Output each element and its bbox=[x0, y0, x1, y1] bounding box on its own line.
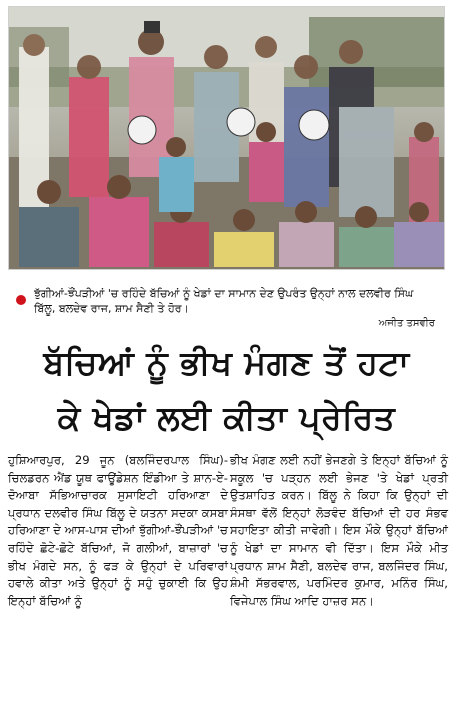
headline-line-1: ਬੱਚਿਆਂ ਨੂੰ ਭੀਖ ਮੰਗਣ ਤੋਂ ਹਟਾ bbox=[43, 343, 410, 382]
caption-bullet bbox=[16, 295, 26, 305]
article-column-left bbox=[8, 452, 228, 610]
group-photo-icon bbox=[9, 7, 445, 270]
photo-credit: ਅਜੀਤ ਤਸਵੀਰ bbox=[378, 318, 435, 329]
article-column-right bbox=[230, 452, 448, 610]
article-right-text: ਭੀਖ ਮੰਗਣ ਲਈ ਨਹੀਂ ਭੇਜਣਗੇ ਤੇ ਇਨ੍ਹਾਂ ਬੱਚਿਆਂ ਨੂੰ ਸਕੂਲ 'ਚ ਪੜ੍ਹਨ ਲਈ ਭੇਜਣ 'ਤੇ ਖੇਡਾਂ ਪ੍ਰਤੀ ਉਤਸ਼ਾਹਿਤ ਕਰਨ। ਬਿੱਲੂ ਨੇ ਕਿਹਾ ਕਿ ਉਨ੍ਹਾਂ ਦੀ ਸੰਸਥਾ ਵੱਲੋਂ ਇਨ੍ਹਾਂ ਲੋੜਵੰਦ ਬੱਚਿਆਂ ਦੀ ਹਰ ਸੰਭਵ ਸਹਾਇਤਾ ਕੀਤੀ ਜਾਵੇਗੀ। ਇਸ ਮੌਕੇ ਉਨ੍ਹਾਂ ਬੱਚਿਆਂ ਨੂੰ ਖੇਡਾਂ ਦਾ ਸਾਮਾਨ ਵੀ ਦਿੱਤਾ। ਇਸ ਮੌਕੇ ਮੀਤ ਪ੍ਰਧਾਨ ਸ਼ਾਮ ਸੈਣੀ, ਬਲਦੇਵ ਰਾਜ, ਬਲਜਿੰਦਰ ਸਿੰਘ, ਸ਼ੰਮੀ ਸੱਭਰਵਾਲ, ਪਰਮਿੰਦਰ ਕੁਮਾਰ, ਮਨਿੰਰ ਸਿੰਘ, ਵਿਜੇਪਾਲ ਸਿੰਘ ਆਦਿ ਹਾਜ਼ਰ ਸਨ। bbox=[230, 453, 448, 608]
article-left-text: ਹੁਸ਼ਿਆਰਪੁਰ, 29 ਜੂਨ (ਬਲਜਿੰਦਰਪਾਲ ਸਿੰਘ)-ਚਿਲਡਰਨ ਐਂਡ ਯੂਥ ਫਾਊਂਡੇਸ਼ਨ ਇੰਡੀਆ ਤੇ ਸ਼ਾਨ-ਏ-ਦੋਆਬਾ ਸੱਭਿਆਚਾਰਕ ਸੁਸਾਇਟੀ ਹਰਿਆਣਾ ਦੇ ਪ੍ਰਧਾਨ ਦਲਵੀਰ ਸਿੰਘ ਬਿੱਲੂ ਦੇ ਯਤਨਾ ਸਦਕਾ ਕਸਬਾ ਹਰਿਆਣਾ ਦੇ ਆਸ-ਪਾਸ ਦੀਆਂ ਝੁੱਗੀਆਂ-ਝੌਂਪੜੀਆਂ 'ਚ ਰਹਿੰਦੇ ਛੋਟੇ-ਛੋਟੇ ਬੱਚਿਆਂ, ਜੋ ਗਲੀਆਂ, ਬਾਜ਼ਾਰਾਂ 'ਚ ਭੀਖ ਮੰਗਦੇ ਸਨ, ਨੂੰ ਫੜ ਕੇ ਉਨ੍ਹਾਂ ਦੇ ਪਰਿਵਾਰਾਂ ਹਵਾਲੇ ਕੀਤਾ ਅਤੇ ਉਨ੍ਹਾਂ ਨੂੰ ਸਹੁੰ ਚੁਕਾਈ ਕਿ ਉਹ ਇਨ੍ਹਾਂ ਬੱਚਿਆਂ ਨੂੰ bbox=[8, 453, 228, 608]
news-photo bbox=[8, 6, 445, 270]
headline-line-2: ਕੇ ਖੇਡਾਂ ਲਈ ਕੀਤਾ ਪ੍ਰੇਰਿਤ bbox=[57, 398, 396, 437]
photo-caption: ਝੁੱਗੀਆਂ-ਝੌਂਪੜੀਆਂ 'ਚ ਰਹਿੰਦੇ ਬੱਚਿਆਂ ਨੂੰ ਖੇਡਾਂ ਦਾ ਸਾਮਾਨ ਦੇਣ ਉਪਰੰਤ ਉਨ੍ਹਾਂ ਨਾਲ ਦਲਵੀਰ ਸਿੰਘ ਬਿੱਲੂ, ਬਲਦੇਵ ਰਾਜ, ਸ਼ਾਮ ਸੈਣੀ ਤੇ ਹੋਰ। bbox=[34, 287, 414, 315]
